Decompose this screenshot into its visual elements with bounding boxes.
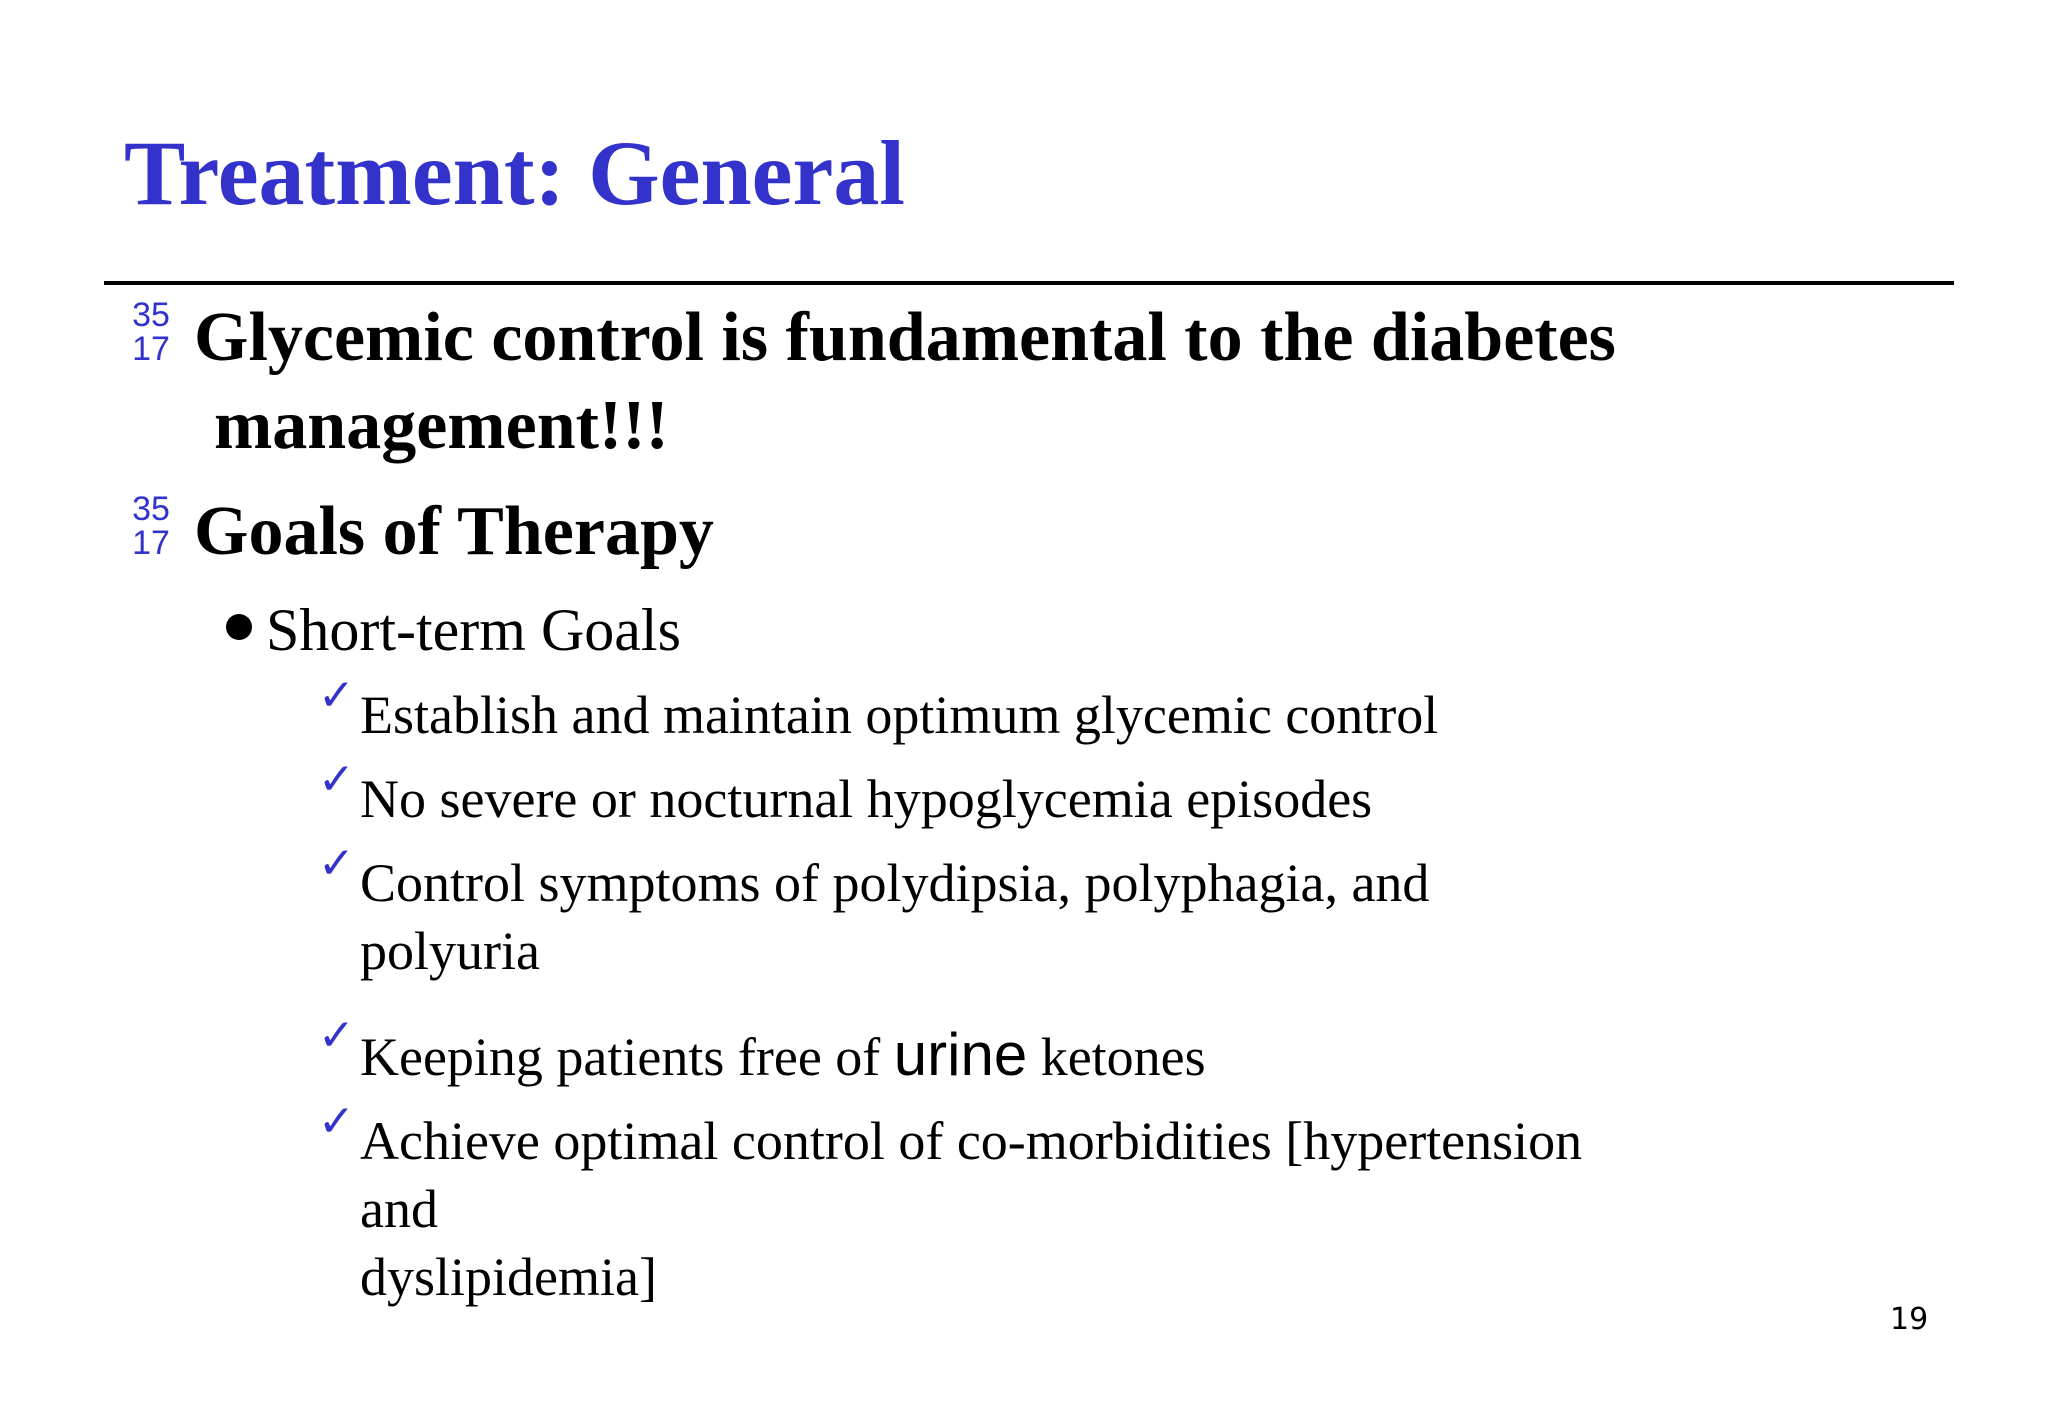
level3-text: Achieve optimal control of co-morbidities [hypertension [360,1111,1583,1171]
checkmark-icon: ✓ [318,1096,355,1147]
bullet-marker-bottom: 17 [132,524,170,562]
checkmark-icon: ✓ [318,838,355,889]
level3-text-continued: and [360,1179,438,1239]
bullet-marker-top: 35 [132,296,170,334]
bullet-marker-bottom: 17 [132,330,170,368]
checkmark-icon: ✓ [318,754,355,805]
level3-text [360,1020,1206,1092]
level3-text-continued: polyuria [360,921,540,981]
bullet-dot-icon [226,614,252,640]
level3-text: No severe or nocturnal hypoglycemia episodes [360,769,1373,829]
level1-text: Goals of Therapy [194,493,714,570]
level1-text: Glycemic control is fundamental to the diabetes [194,299,1616,376]
bullet-marker [126,298,176,366]
bullet-marker [126,492,176,560]
level3-text-continued: dyslipidemia] [360,1247,657,1307]
level3-text-emphasis: urine [893,1021,1028,1088]
level2-item [226,594,681,666]
slide-title: Treatment: General [124,122,905,224]
checkmark-icon: ✓ [318,670,355,721]
level3-text: Establish and maintain optimum glycemic control [360,685,1439,745]
level1-text-continued: management!!! [214,387,669,464]
checkmark-icon: ✓ [318,1010,355,1061]
title-divider [104,281,1954,285]
page-number: 19 [1890,1302,1929,1337]
bullet-marker-top: 35 [132,490,170,528]
level2-text: Short-term Goals [266,597,681,663]
level3-text: Control symptoms of polydipsia, polyphagia, and [360,853,1430,913]
level3-text-pre: Keeping patients free of [360,1027,894,1087]
level3-text-post: ketones [1027,1027,1206,1087]
